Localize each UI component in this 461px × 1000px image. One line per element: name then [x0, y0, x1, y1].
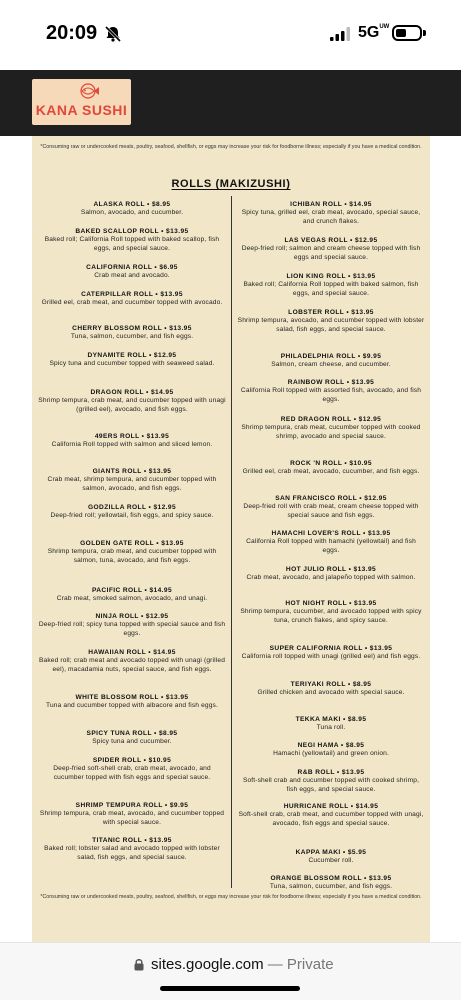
menu-item: [237, 236, 425, 262]
menu-item-description: Shrimp tempura, cucumber, and avocado topped with spicy tuna, crunch flakes, and spicy sauce.: [240, 608, 422, 624]
menu-item-description: Salmon, cream cheese, and cucumber.: [271, 361, 391, 368]
menu-item: [38, 200, 226, 218]
menu-item-title: HURRICANE ROLL • $14.95: [283, 803, 379, 810]
url-separator: —: [263, 956, 287, 973]
menu-item-description: California Roll topped with hamachi (yellowtail) and fish eggs.: [246, 538, 416, 554]
url-domain: sites.google.com: [151, 956, 264, 973]
menu-item-description: Deep-fried roll; yellowtail, fish eggs, and spicy sauce.: [50, 512, 214, 519]
menu-item-title: CHERRY BLOSSOM ROLL • $13.95: [72, 325, 192, 332]
menu-item-description: Cucumber roll.: [308, 857, 354, 864]
menu-item-title: DRAGON ROLL • $14.95: [90, 389, 174, 396]
menu-item-title: PHILADELPHIA ROLL • $9.95: [280, 353, 382, 360]
menu-item-title: RED DRAGON ROLL • $12.95: [280, 416, 382, 423]
menu-item-title: HAMACHI LOVER'S ROLL • $13.95: [271, 530, 391, 537]
menu-item: [38, 693, 226, 711]
menu-item-title: CALIFORNIA ROLL • $6.95: [86, 264, 178, 271]
silent-bell-icon: [104, 25, 122, 43]
menu-item: [237, 599, 425, 625]
menu-item-title: TITANIC ROLL • $13.95: [92, 837, 172, 844]
logo-text: KANA SUSHI: [35, 102, 128, 118]
menu-item: [237, 352, 425, 370]
menu-item-title: SAN FRANCISCO ROLL • $12.95: [275, 495, 387, 502]
signal-icon: [330, 27, 350, 41]
menu-item-title: ROCK 'N ROLL • $10.95: [290, 460, 372, 467]
menu-item-description: Baked roll; crab meat and avocado topped with unagi (grilled eel), macadamia nuts, special sauce, and fish eggs.: [38, 657, 226, 673]
address-bar[interactable]: [0, 942, 461, 1000]
menu-item: [38, 648, 226, 674]
menu-item-title: NEGI HAMA • $8.95: [297, 742, 365, 749]
menu-item-description: Shrimp tempura, crab meat, cucumber topped with cooked shrimp, avocado and special sauce.: [241, 424, 421, 440]
menu-item: [237, 565, 425, 583]
menu-item-description: Soft-shell crab and cucumber topped with cooked shrimp, fish eggs, and special sauce.: [242, 777, 420, 793]
menu-item-description: Shrimp tempura, crab meat, and cucumber topped with salmon, tuna, avocado, and fish eggs.: [47, 548, 217, 564]
menu-item: [38, 612, 226, 638]
menu-item-title: HAWAIIAN ROLL • $14.95: [88, 649, 176, 656]
menu-item: [38, 351, 226, 369]
menu-item: [237, 272, 425, 298]
menu-item-title: GODZILLA ROLL • $12.95: [87, 504, 177, 511]
network-label: 5G: [358, 24, 380, 41]
menu-item: [38, 432, 226, 450]
column-divider: [231, 196, 232, 888]
menu-item: [38, 836, 226, 862]
menu-item: [38, 586, 226, 604]
menu-item-title: WHITE BLOSSOM ROLL • $13.95: [75, 694, 189, 701]
menu-item: [38, 729, 226, 747]
fish-icon: [78, 83, 100, 99]
menu-item-title: PACIFIC ROLL • $14.95: [91, 587, 173, 594]
menu-item-title: R&B ROLL • $13.95: [297, 769, 365, 776]
menu-item-description: Spicy tuna, grilled eel, crab meat, avocado, special sauce, and crunch flakes.: [241, 209, 421, 225]
menu-item: [38, 290, 226, 308]
menu-item-description: Tuna roll.: [316, 724, 346, 731]
menu-item-description: Grilled chicken and avocado with special sauce.: [257, 689, 405, 696]
menu-item-description: Spicy tuna and cucumber.: [92, 738, 172, 745]
menu-item-description: Tuna and cucumber topped with albacore and fish eggs.: [46, 702, 218, 709]
menu-item-title: NINJA ROLL • $12.95: [95, 613, 169, 620]
menu-item-description: California Roll topped with assorted fish, avocado, and fish eggs.: [240, 387, 422, 403]
menu-item-title: RAINBOW ROLL • $13.95: [287, 379, 375, 386]
menu-item-title: SPICY TUNA ROLL • $8.95: [86, 730, 178, 737]
menu-item: [237, 768, 425, 794]
menu-item-description: Crab meat, avocado, and jalapeño topped with salmon.: [246, 574, 416, 581]
menu-item-description: Shrimp tempura, avocado, and cucumber topped with lobster salad, fish eggs, and special sauce.: [237, 317, 425, 333]
menu-item: [38, 227, 226, 253]
menu-item-title: 49ERS ROLL • $13.95: [94, 433, 170, 440]
menu-item-description: Crab meat, shrimp tempura, and cucumber topped with salmon, avocado, and fish eggs.: [47, 476, 217, 492]
menu-item: [38, 756, 226, 782]
menu-page: [32, 136, 430, 942]
menu-item-description: Tuna, salmon, cucumber, and fish eggs.: [70, 333, 194, 340]
menu-item-title: LAS VEGAS ROLL • $12.95: [284, 237, 378, 244]
health-notice-bottom: *Consuming raw or undercooked meats, poultry, seafood, shellfish, or eggs may increase your risk for foodborne illness; especially if you have a medical condition.: [40, 894, 422, 900]
menu-item-description: Baked roll; California Roll topped with baked salmon, fish eggs, and special sauce.: [243, 281, 419, 297]
menu-item-title: HOT NIGHT ROLL • $13.95: [285, 600, 377, 607]
menu-item-description: Spicy tuna and cucumber topped with seaweed salad.: [49, 360, 215, 367]
menu-item-description: Hamachi (yellowtail) and green onion.: [273, 750, 389, 757]
status-bar: [0, 0, 461, 70]
menu-item-description: Deep-fried roll; spicy tuna topped with special sauce and fish eggs.: [38, 621, 226, 637]
menu-item: [237, 715, 425, 733]
menu-item-description: California Roll topped with salmon and sliced lemon.: [51, 441, 213, 448]
menu-item-title: KAPPA MAKI • $5.95: [295, 849, 367, 856]
menu-item-description: Shrimp tempura, crab meat, and cucumber topped with unagi (grilled eel), avocado, and fish eggs.: [38, 397, 226, 413]
menu-item-title: ICHIBAN ROLL • $14.95: [290, 201, 372, 208]
menu-item-description: Tuna, salmon, cucumber, and fish eggs.: [269, 883, 393, 890]
menu-item-title: LOBSTER ROLL • $13.95: [288, 309, 374, 316]
menu-item-description: Baked roll; California Roll topped with baked scallop, fish eggs, and special sauce.: [44, 236, 220, 252]
menu-item: [38, 539, 226, 565]
health-notice-top: *Consuming raw or undercooked meats, poultry, seafood, shellfish, or eggs may increase your risk for foodborne illness; especially if you have a medical condition.: [40, 144, 422, 150]
menu-item: [237, 644, 425, 662]
menu-item-description: Crab meat, smoked salmon, avocado, and unagi.: [56, 595, 208, 602]
menu-item: [237, 200, 425, 226]
menu-item: [237, 378, 425, 404]
menu-item-title: DYNAMITE ROLL • $12.95: [87, 352, 177, 359]
menu-item: [237, 874, 425, 892]
battery-icon: [392, 25, 422, 41]
menu-item-description: Deep-fried roll with crab meat, cream cheese topped with special sauce and fish eggs.: [243, 503, 419, 519]
menu-item: [38, 263, 226, 281]
private-label: Private: [286, 956, 334, 973]
menu-section: [0, 136, 461, 942]
menu-item-description: Baked roll; lobster salad and avocado topped with lobster salad, fish eggs, and special sauce.: [44, 845, 220, 861]
menu-item-title: SHRIMP TEMPURA ROLL • $9.95: [75, 802, 189, 809]
status-time: 20:09: [46, 22, 98, 44]
menu-item: [237, 494, 425, 520]
menu-item-description: Salmon, avocado, and cucumber.: [80, 209, 184, 216]
menu-item: [237, 680, 425, 698]
menu-item-description: California roll topped with unagi (grilled eel) and fish eggs.: [241, 653, 421, 660]
menu-item: [38, 324, 226, 342]
menu-item-description: Grilled eel, crab meat, and cucumber topped with avocado.: [41, 299, 223, 306]
menu-item-title: HOT JULIO ROLL • $13.95: [285, 566, 377, 573]
menu-item-title: GOLDEN GATE ROLL • $13.95: [80, 540, 184, 547]
menu-item: [237, 459, 425, 477]
site-logo[interactable]: [32, 79, 131, 125]
menu-item: [38, 801, 226, 827]
menu-item-title: LION KING ROLL • $13.95: [286, 273, 376, 280]
menu-item-title: CATERPILLAR ROLL • $13.95: [81, 291, 183, 298]
menu-item-title: TEKKA MAKI • $8.95: [295, 716, 367, 723]
menu-item-title: ALASKA ROLL • $8.95: [93, 201, 171, 208]
menu-item-description: Grilled eel, crab meat, avocado, cucumber, and fish eggs.: [242, 468, 420, 475]
network-indicator: [358, 24, 389, 42]
menu-item: [237, 308, 425, 334]
menu-item-description: Deep-fried soft-shell crab, crab meat, avocado, and cucumber topped with fish eggs and special sauce.: [53, 765, 211, 781]
network-sub-label: UW: [379, 23, 390, 30]
menu-item-description: Deep-fried roll; salmon and cream cheese topped with fish eggs and special sauce.: [241, 245, 421, 261]
menu-item: [237, 415, 425, 441]
menu-item: [237, 529, 425, 555]
menu-item: [237, 848, 425, 866]
menu-item-title: BAKED SCALLOP ROLL • $13.95: [75, 228, 189, 235]
menu-title: ROLLS (MAKIZUSHI): [171, 178, 291, 190]
menu-item: [38, 467, 226, 493]
menu-item: [237, 802, 425, 828]
menu-item-description: Soft-shell crab, crab meat, and cucumber topped with unagi, avocado, fish eggs and special sauce.: [238, 811, 424, 827]
menu-item-title: TERIYAKI ROLL • $8.95: [290, 681, 372, 688]
home-indicator[interactable]: [160, 986, 300, 991]
menu-item-description: Crab meat and avocado.: [94, 272, 170, 279]
menu-item: [38, 503, 226, 521]
menu-item-description: Shrimp tempura, crab meat, avocado, and cucumber topped with special sauce.: [39, 810, 225, 826]
menu-item-title: SPIDER ROLL • $10.95: [92, 757, 172, 764]
battery-nub: [423, 30, 426, 36]
menu-item: [237, 741, 425, 759]
menu-item-title: ORANGE BLOSSOM ROLL • $13.95: [270, 875, 392, 882]
lock-icon: [134, 958, 144, 971]
menu-item: [38, 388, 226, 414]
menu-item-title: GIANTS ROLL • $13.95: [92, 468, 172, 475]
site-header: [0, 70, 461, 136]
menu-item-title: SUPER CALIFORNIA ROLL • $13.95: [269, 645, 393, 652]
url-display[interactable]: [151, 956, 334, 973]
